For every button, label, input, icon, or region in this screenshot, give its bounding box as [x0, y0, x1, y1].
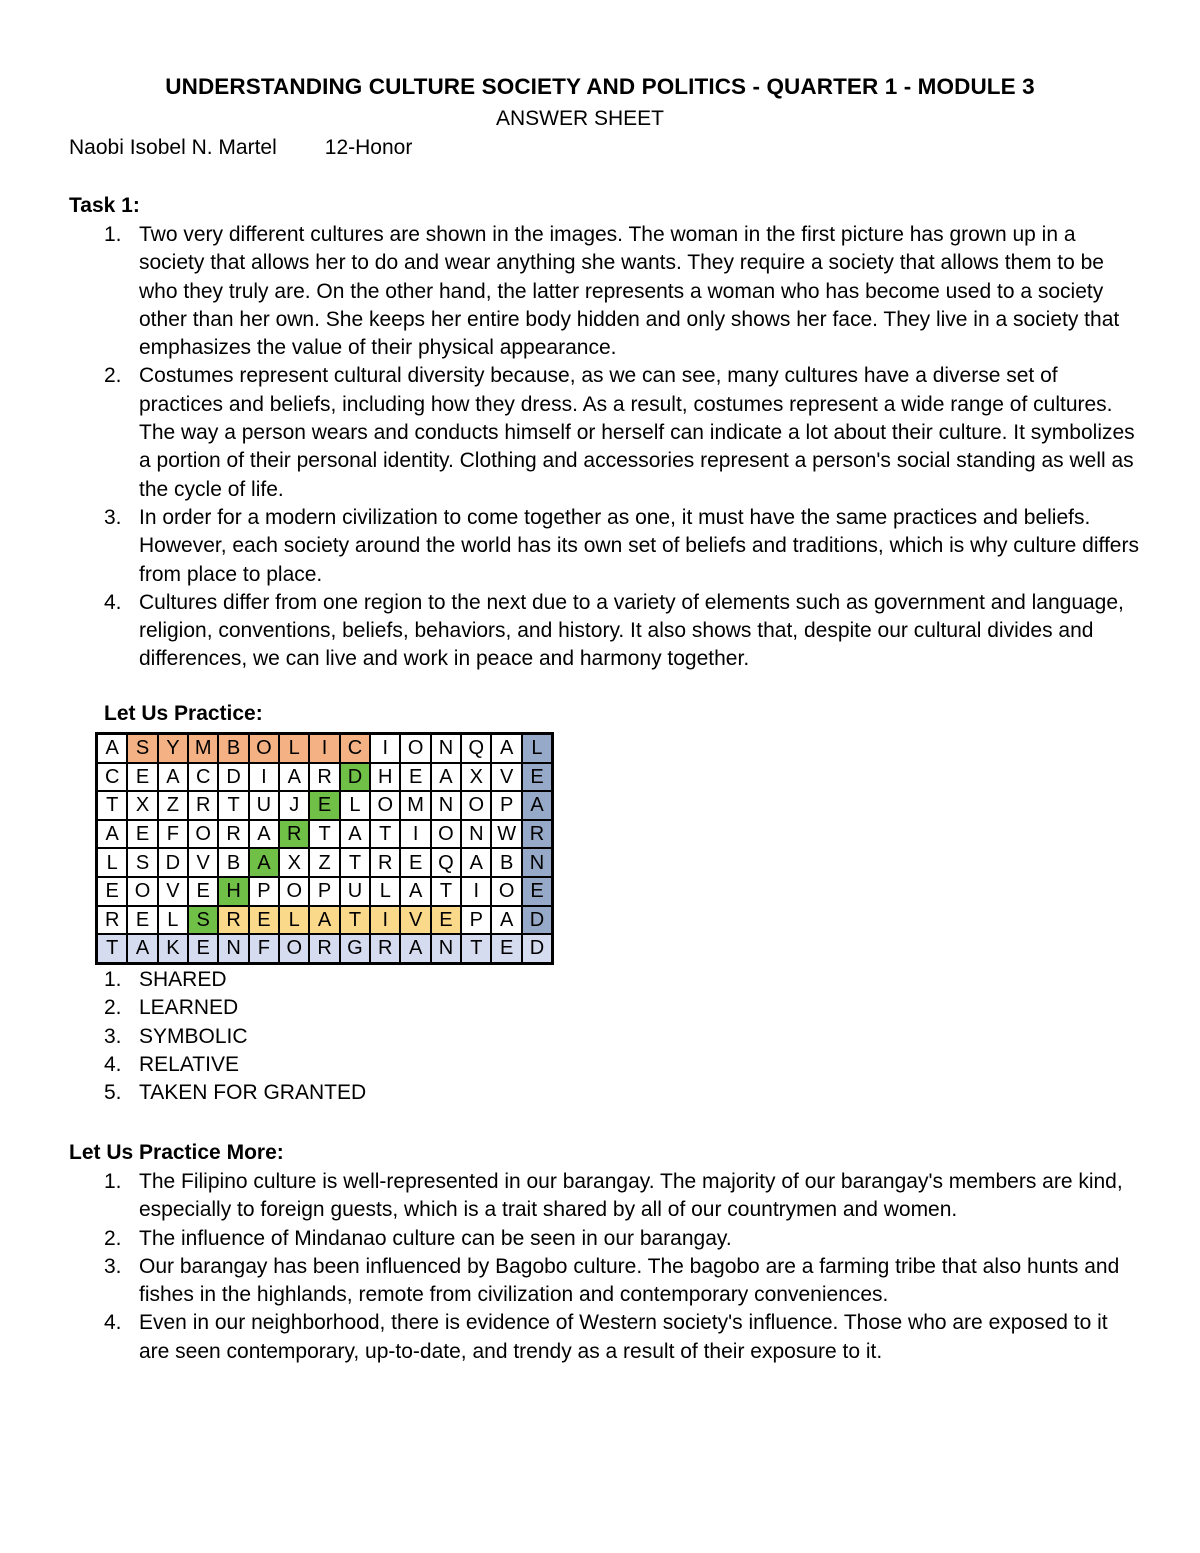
- grid-cell: R: [97, 906, 128, 935]
- practice-more-list: [69, 1168, 1139, 1366]
- list-item: [69, 589, 1139, 674]
- grid-cell: E: [188, 934, 218, 963]
- grid-cell: T: [461, 934, 491, 963]
- grid-cell: T: [97, 791, 128, 820]
- list-text: Costumes represent cultural diversity because, as we can see, many cultures have a diverse set of practices and beliefs, including how they dress. As a result, costumes represent a wide range of cultures. The way a person wears and conducts himself or herself can indicate a lot about their culture. It symbolizes a portion of their personal identity. Clothing and accessories represent a person's social standing as well as the cycle of life.: [139, 364, 1135, 501]
- grid-cell: O: [249, 734, 279, 763]
- grid-cell: A: [491, 734, 521, 763]
- grid-row: [97, 848, 553, 877]
- grid-cell: E: [127, 820, 157, 849]
- grid-row: [97, 763, 553, 792]
- answer-word: LEARNED: [139, 996, 239, 1020]
- list-number: 4.: [104, 590, 122, 614]
- grid-cell: N: [218, 934, 248, 963]
- list-number: 3.: [104, 505, 122, 529]
- grid-cell: I: [461, 877, 491, 906]
- student-info: [69, 136, 412, 160]
- grid-cell: L: [158, 906, 188, 935]
- list-text: Our barangay has been influenced by Bagobo culture. The bagobo are a farming tribe that also hunts and fishes in the highlands, remote from civilization and contemporary conveniences.: [139, 1254, 1120, 1307]
- list-text: The Filipino culture is well-represented in our barangay. The majority of our barangay's members are kind, especially to foreign guests, which is a trait shared by all of our countrymen and women.: [139, 1170, 1123, 1222]
- grid-cell: E: [491, 934, 521, 963]
- grid-cell: W: [491, 820, 521, 849]
- grid-cell: I: [249, 763, 279, 792]
- grid-cell: N: [461, 820, 491, 849]
- grid-cell: O: [370, 791, 400, 820]
- grid-cell: Y: [158, 734, 188, 763]
- word-search-grid: [95, 732, 554, 965]
- list-item: [69, 1051, 669, 1079]
- grid-cell: T: [97, 934, 128, 963]
- grid-cell: D: [158, 848, 188, 877]
- grid-cell: L: [279, 734, 309, 763]
- grid-cell: Z: [158, 791, 188, 820]
- grid-cell: A: [158, 763, 188, 792]
- grid-cell: R: [309, 763, 339, 792]
- answer-word: TAKEN FOR GRANTED: [139, 1081, 367, 1105]
- list-number: 2.: [104, 996, 122, 1020]
- grid-cell: R: [218, 820, 248, 849]
- list-text: Even in our neighborhood, there is evidence of Western society's influence. Those who are exposed to it are seen contemporary, up-to-date, and trendy as a result of their exposure to it.: [139, 1311, 1108, 1363]
- list-item: [69, 1079, 669, 1107]
- student-class: 12-Honor: [324, 136, 413, 159]
- grid-cell: B: [218, 734, 248, 763]
- grid-cell: I: [370, 734, 400, 763]
- grid-cell: T: [340, 906, 370, 935]
- grid-row: [97, 791, 553, 820]
- grid-row: [97, 877, 553, 906]
- grid-cell: A: [340, 820, 370, 849]
- grid-cell: E: [522, 877, 553, 906]
- grid-cell: O: [461, 791, 491, 820]
- grid-cell: X: [279, 848, 309, 877]
- list-item: [69, 1253, 1139, 1310]
- grid-cell: A: [309, 906, 339, 935]
- grid-cell: S: [127, 848, 157, 877]
- grid-row: [97, 820, 553, 849]
- grid-cell: O: [188, 820, 218, 849]
- grid-cell: S: [188, 906, 218, 935]
- grid-cell: I: [309, 734, 339, 763]
- grid-cell: A: [400, 877, 430, 906]
- grid-cell: N: [431, 934, 461, 963]
- grid-cell: P: [461, 906, 491, 935]
- grid-cell: A: [279, 763, 309, 792]
- grid-cell: E: [309, 791, 339, 820]
- list-number: 5.: [104, 1081, 122, 1105]
- grid-cell: A: [431, 763, 461, 792]
- answer-word: SHARED: [139, 968, 227, 991]
- grid-cell: A: [97, 734, 128, 763]
- grid-cell: L: [279, 906, 309, 935]
- grid-cell: D: [218, 763, 248, 792]
- list-number: 1.: [104, 1170, 122, 1193]
- grid-cell: Q: [431, 848, 461, 877]
- grid-cell: R: [370, 848, 400, 877]
- grid-cell: A: [522, 791, 553, 820]
- answer-word: SYMBOLIC: [139, 1024, 248, 1048]
- grid-cell: S: [127, 734, 157, 763]
- grid-cell: D: [522, 934, 553, 963]
- grid-cell: C: [188, 763, 218, 792]
- grid-cell: C: [340, 734, 370, 763]
- grid-cell: E: [522, 763, 553, 792]
- student-name: Naobi Isobel N. Martel: [69, 136, 277, 159]
- list-text: Two very different cultures are shown in the images. The woman in the first picture has grown up in a society that allows her to do and wear anything she wants. They require a society that allows them to be who they truly are. On the other hand, the latter represents a woman who has become used to a society other than her own. She keeps her entire body hidden and only shows her face. They live in a society that emphasizes the value of their physical appearance.: [139, 223, 1120, 360]
- grid-cell: A: [97, 820, 128, 849]
- list-number: 3.: [104, 1024, 122, 1048]
- grid-cell: E: [188, 877, 218, 906]
- grid-cell: N: [431, 791, 461, 820]
- task1-heading: Task 1:: [69, 194, 140, 217]
- grid-cell: Z: [309, 848, 339, 877]
- list-number: 1.: [104, 223, 122, 246]
- grid-cell: T: [218, 791, 248, 820]
- grid-cell: A: [127, 934, 157, 963]
- list-number: 4.: [104, 1311, 122, 1335]
- grid-cell: M: [188, 734, 218, 763]
- grid-cell: T: [309, 820, 339, 849]
- grid-cell: T: [370, 820, 400, 849]
- grid-cell: E: [127, 763, 157, 792]
- grid-cell: H: [218, 877, 248, 906]
- list-number: 4.: [104, 1052, 122, 1076]
- grid-cell: A: [249, 848, 279, 877]
- grid-cell: X: [461, 763, 491, 792]
- grid-cell: A: [249, 820, 279, 849]
- grid-cell: E: [431, 906, 461, 935]
- grid-cell: B: [218, 848, 248, 877]
- grid-cell: O: [279, 934, 309, 963]
- grid-row: [97, 934, 553, 963]
- grid-cell: R: [522, 820, 553, 849]
- list-item: [69, 504, 1139, 589]
- grid-cell: E: [127, 906, 157, 935]
- grid-cell: F: [249, 934, 279, 963]
- grid-cell: U: [340, 877, 370, 906]
- grid-cell: P: [309, 877, 339, 906]
- list-item: [69, 362, 1139, 503]
- list-item: [69, 1168, 1139, 1225]
- grid-cell: K: [158, 934, 188, 963]
- grid-cell: E: [400, 763, 430, 792]
- grid-cell: J: [279, 791, 309, 820]
- answer-words-list: [69, 966, 669, 1107]
- task1-list: [69, 221, 1139, 674]
- grid-cell: N: [522, 848, 553, 877]
- grid-row: [97, 906, 553, 935]
- grid-cell: L: [522, 734, 553, 763]
- grid-cell: O: [127, 877, 157, 906]
- grid-cell: R: [218, 906, 248, 935]
- grid-cell: T: [340, 848, 370, 877]
- list-text: Cultures differ from one region to the next due to a variety of elements such as government and language, religion, conventions, beliefs, behaviors, and history. It also shows that, despite our cultural divides and differences, we can live and work in peace and harmony together.: [139, 590, 1124, 671]
- grid-cell: G: [340, 934, 370, 963]
- grid-cell: V: [188, 848, 218, 877]
- grid-cell: A: [400, 934, 430, 963]
- answer-word: RELATIVE: [139, 1052, 239, 1076]
- grid-cell: I: [400, 820, 430, 849]
- grid-cell: F: [158, 820, 188, 849]
- grid-cell: M: [400, 791, 430, 820]
- grid-cell: O: [279, 877, 309, 906]
- grid-cell: V: [400, 906, 430, 935]
- grid-cell: C: [97, 763, 128, 792]
- grid-cell: X: [127, 791, 157, 820]
- grid-cell: N: [431, 734, 461, 763]
- grid-cell: O: [491, 877, 521, 906]
- grid-cell: V: [491, 763, 521, 792]
- grid-cell: U: [249, 791, 279, 820]
- grid-cell: E: [249, 906, 279, 935]
- list-item: [69, 1023, 669, 1051]
- list-text: The influence of Mindanao culture can be seen in our barangay.: [139, 1226, 732, 1250]
- grid-cell: E: [97, 877, 128, 906]
- practice-heading: Let Us Practice:: [104, 702, 263, 725]
- document-subtitle: ANSWER SHEET: [495, 107, 665, 130]
- grid-cell: A: [461, 848, 491, 877]
- grid-cell: O: [431, 820, 461, 849]
- list-number: 3.: [104, 1254, 122, 1278]
- list-number: 2.: [104, 364, 122, 388]
- practice-more-heading: Let Us Practice More:: [69, 1141, 284, 1164]
- list-item: [69, 994, 669, 1022]
- grid-row: [97, 734, 553, 763]
- grid-cell: P: [491, 791, 521, 820]
- document-title: UNDERSTANDING CULTURE SOCIETY AND POLITICS - QUARTER 1 - MODULE 3: [165, 74, 1035, 99]
- grid-cell: L: [370, 877, 400, 906]
- grid-cell: B: [491, 848, 521, 877]
- grid-cell: A: [491, 906, 521, 935]
- grid-cell: R: [279, 820, 309, 849]
- grid-cell: D: [522, 906, 553, 935]
- grid-cell: E: [400, 848, 430, 877]
- list-number: 2.: [104, 1226, 122, 1250]
- list-number: 1.: [104, 968, 122, 991]
- list-item: [69, 1309, 1139, 1366]
- grid-cell: R: [309, 934, 339, 963]
- grid-cell: L: [97, 848, 128, 877]
- grid-cell: D: [340, 763, 370, 792]
- list-item: [69, 1225, 1139, 1253]
- grid-cell: P: [249, 877, 279, 906]
- list-item: [69, 221, 1139, 362]
- grid-cell: H: [370, 763, 400, 792]
- list-text: In order for a modern civilization to come together as one, it must have the same practices and beliefs. However, each society around the world has its own set of beliefs and traditions, which is why culture differs from place to place.: [139, 505, 1139, 586]
- grid-cell: O: [400, 734, 430, 763]
- grid-cell: L: [340, 791, 370, 820]
- grid-cell: R: [370, 934, 400, 963]
- grid-cell: V: [158, 877, 188, 906]
- grid-cell: R: [188, 791, 218, 820]
- list-item: [69, 966, 669, 994]
- grid-cell: I: [370, 906, 400, 935]
- grid-cell: Q: [461, 734, 491, 763]
- grid-cell: T: [431, 877, 461, 906]
